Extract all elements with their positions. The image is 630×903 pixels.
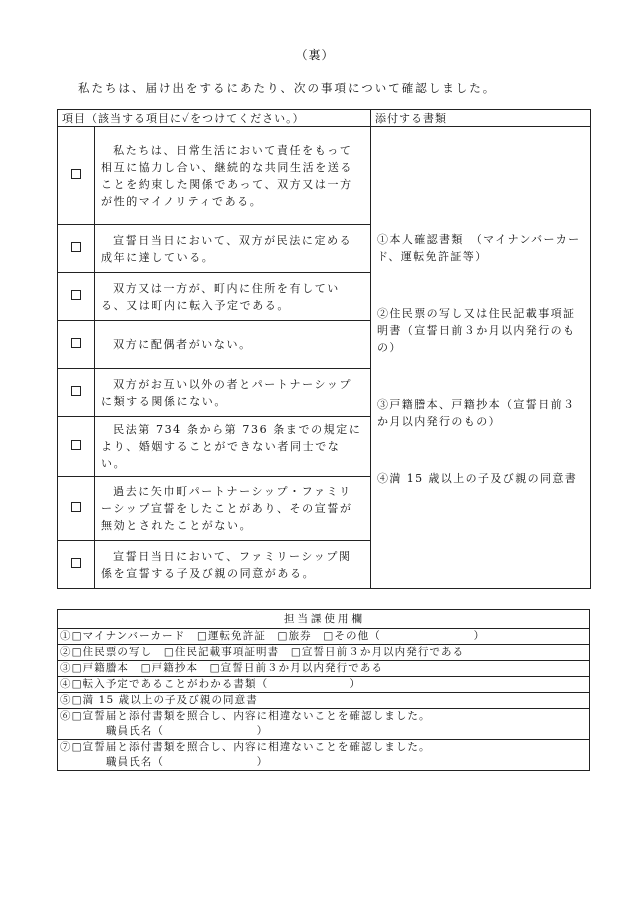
staff-name-field[interactable]: 職員氏名（ ） (106, 725, 269, 737)
document-item: ②住民票の写し又は住民記載事項証明書（宣誓日前３か月以内発行のもの） (377, 307, 576, 354)
documents-cell (371, 127, 591, 589)
confirmation-text: ⑦□宣誓届と添付書類を照合し、内容に相違ないことを確認しました。 (60, 741, 431, 753)
checkbox[interactable] (71, 386, 81, 396)
staff-row-confirmation[interactable] (58, 740, 590, 771)
item-checkbox-cell[interactable] (58, 225, 95, 273)
item-text: 過去に矢巾町パートナーシップ・ファミリーシップ宣誓をしたことがあり、その宣誓が無効とされたことがない。 (95, 477, 371, 541)
document-item: ③戸籍謄本、戸籍抄本（宣誓日前３か月以内発行のもの） (377, 398, 576, 428)
checkbox[interactable] (71, 502, 81, 512)
item-checkbox-cell[interactable] (58, 127, 95, 225)
item-text: 宣誓日当日において、双方が民法に定める成年に達している。 (95, 225, 371, 273)
staff-row[interactable]: ①□マイナンバーカード □運転免許証 □旅券 □その他（ ） (58, 629, 590, 645)
staff-use-title: 担当課使用欄 (58, 610, 590, 629)
item-text: 私たちは、日常生活において責任をもって相互に協力し合い、継続的な共同生活を送ることを約束した関係であって、双方又は一方が性的マイノリティである。 (95, 127, 371, 225)
item-checkbox-cell[interactable] (58, 541, 95, 589)
staff-row[interactable]: ⑤□満 15 歳以上の子及び親の同意書 (58, 693, 590, 709)
staff-use-table (57, 609, 590, 771)
item-checkbox-cell[interactable] (58, 477, 95, 541)
staff-row[interactable]: ②□住民票の写し □住民記載事項証明書 □宣誓日前３か月以内発行である (58, 645, 590, 661)
staff-row-confirmation[interactable] (58, 709, 590, 740)
staff-name-field[interactable]: 職員氏名（ ） (106, 756, 269, 768)
item-text: 双方又は一方が、町内に住所を有している、又は町内に転入予定である。 (95, 273, 371, 321)
checkbox[interactable] (71, 338, 81, 348)
page-heading: （裏） (295, 48, 335, 62)
staff-row[interactable]: ④□転入予定であることがわかる書類（ ） (58, 677, 590, 693)
item-checkbox-cell[interactable] (58, 321, 95, 369)
item-text: 民法第 734 条から第 736 条までの規定により、婚姻することができない者同士でない。 (95, 417, 371, 477)
items-column-header: 項目（該当する項目に✓をつけてください。） (58, 110, 371, 127)
item-text: 宣誓日当日において、ファミリーシップ関係を宣誓する子及び親の同意がある。 (95, 541, 371, 589)
checkbox[interactable] (71, 558, 81, 568)
confirmation-table (57, 109, 591, 589)
item-checkbox-cell[interactable] (58, 273, 95, 321)
intro-text: 私たちは、届け出をするにあたり、次の事項について確認しました。 (78, 81, 497, 95)
checkbox[interactable] (71, 169, 81, 179)
document-item: ①本人確認書類 （マイナンバーカード、運転免許証等） (377, 233, 581, 263)
item-checkbox-cell[interactable] (58, 369, 95, 417)
item-checkbox-cell[interactable] (58, 417, 95, 477)
staff-row[interactable]: ③□戸籍謄本 □戸籍抄本 □宣誓日前３か月以内発行である (58, 661, 590, 677)
checkbox[interactable] (71, 290, 81, 300)
document-item: ④満 15 歳以上の子及び親の同意書 (377, 472, 578, 485)
item-text: 双方に配偶者がいない。 (95, 321, 371, 369)
confirmation-text: ⑥□宣誓届と添付書類を照合し、内容に相違ないことを確認しました。 (60, 710, 431, 722)
checkbox[interactable] (71, 242, 81, 252)
documents-column-header: 添付する書類 (371, 110, 591, 127)
item-text: 双方がお互い以外の者とパートナーシップに類する関係にない。 (95, 369, 371, 417)
checkbox[interactable] (71, 440, 81, 450)
